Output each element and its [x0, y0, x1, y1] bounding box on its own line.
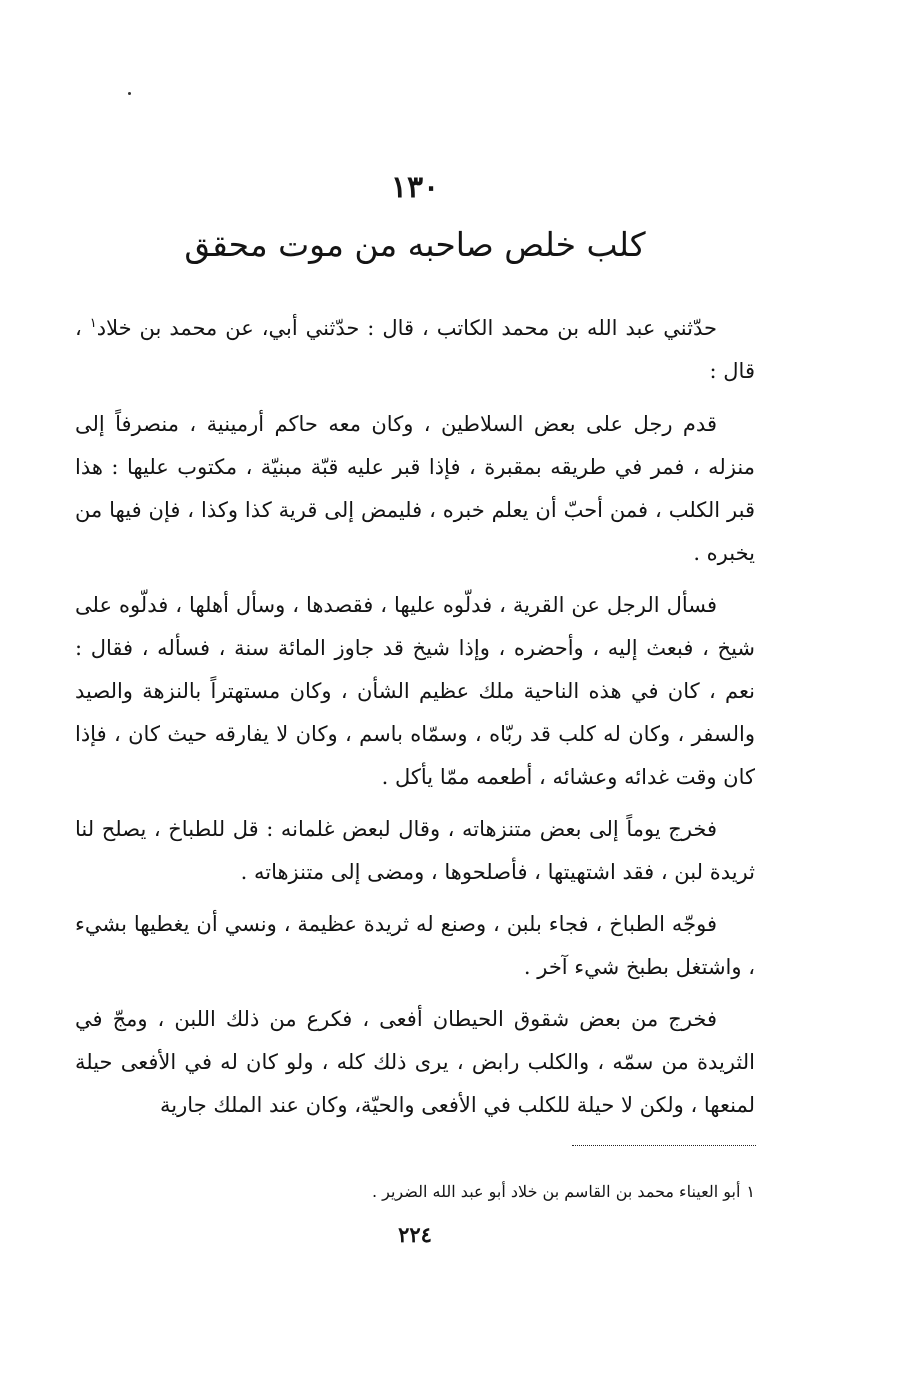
paragraph: فوجّه الطباخ ، فجاء بلبن ، وصنع له ثريدة عظيمة ، ونسي أن يغطيها بشيء ، واشتغل بطبخ شيء آخر . [75, 912, 755, 979]
footnote [155, 1180, 755, 1204]
stray-mark [128, 92, 131, 95]
paragraph: فخرج يوماً إلى بعض متنزهاته ، وقال لبعض غلمانه : قل للطباخ ، يصلح لنا ثريدة لبن ، فقد اشتهيتها ، فأصلحوها ، ومضى إلى متنزهاته . [75, 817, 755, 884]
footnote-divider [572, 1145, 756, 1146]
paragraph-tail: ، قال : [75, 316, 755, 383]
paragraph [75, 307, 755, 393]
paragraph-text: حدّثني عبد الله بن محمد الكاتب ، قال : حدّثني أبي، عن محمد بن خلاد [96, 316, 717, 340]
paragraph: قدم رجل على بعض السلاطين ، وكان معه حاكم أرمينية ، منصرفاً إلى منزله ، فمر في طريقه بمقبرة ، فإذا قبر عليه قبّة مبنيّة ، مكتوب عليها : هذا قبر الكلب ، فمن أحبّ أن يعلم خبره ، فليمض إلى قرية كذا وكذا ، فإن فيها من يخبره . [75, 412, 755, 565]
paragraph: فسأل الرجل عن القرية ، فدلّوه عليها ، فقصدها ، وسأل أهلها ، فدلّوه على شيخ ، فبعث إليه ، وأحضره ، وإذا شيخ قد جاوز المائة سنة ، فسأله ، فقال : نعم ، كان في هذه الناحية ملك عظيم الشأن ، وكان مستهتراً بالنزهة والصيد والسفر ، وكان له كلب قد ربّاه ، وسمّاه باسم ، وكان لا يفارقه حيث كان ، فإذا كان وقت غدائه وعشائه ، أطعمه ممّا يأكل . [75, 593, 755, 789]
chapter-title: كلب خلص صاحبه من موت محقق [184, 225, 646, 264]
page-number: ٢٢٤ [398, 1222, 432, 1247]
footnote-text: أبو العيناء محمد بن القاسم بن خلاد أبو عبد الله الضرير . [371, 1182, 741, 1201]
footnote-number: ١ [746, 1182, 755, 1201]
footnote-reference: ١ [89, 316, 97, 331]
paragraph: فخرج من بعض شقوق الحيطان أفعى ، فكرع من ذلك اللبن ، ومجّ في الثريدة من سمّه ، والكلب رابض ، يرى ذلك كله ، ولو كان له في الأفعى حيلة لمنعها ، ولكن لا حيلة للكلب في الأفعى والحيّة، وكان عند الملك جارية [75, 1007, 755, 1117]
body-text [75, 307, 755, 1136]
chapter-number: ١٣٠ [390, 170, 440, 205]
